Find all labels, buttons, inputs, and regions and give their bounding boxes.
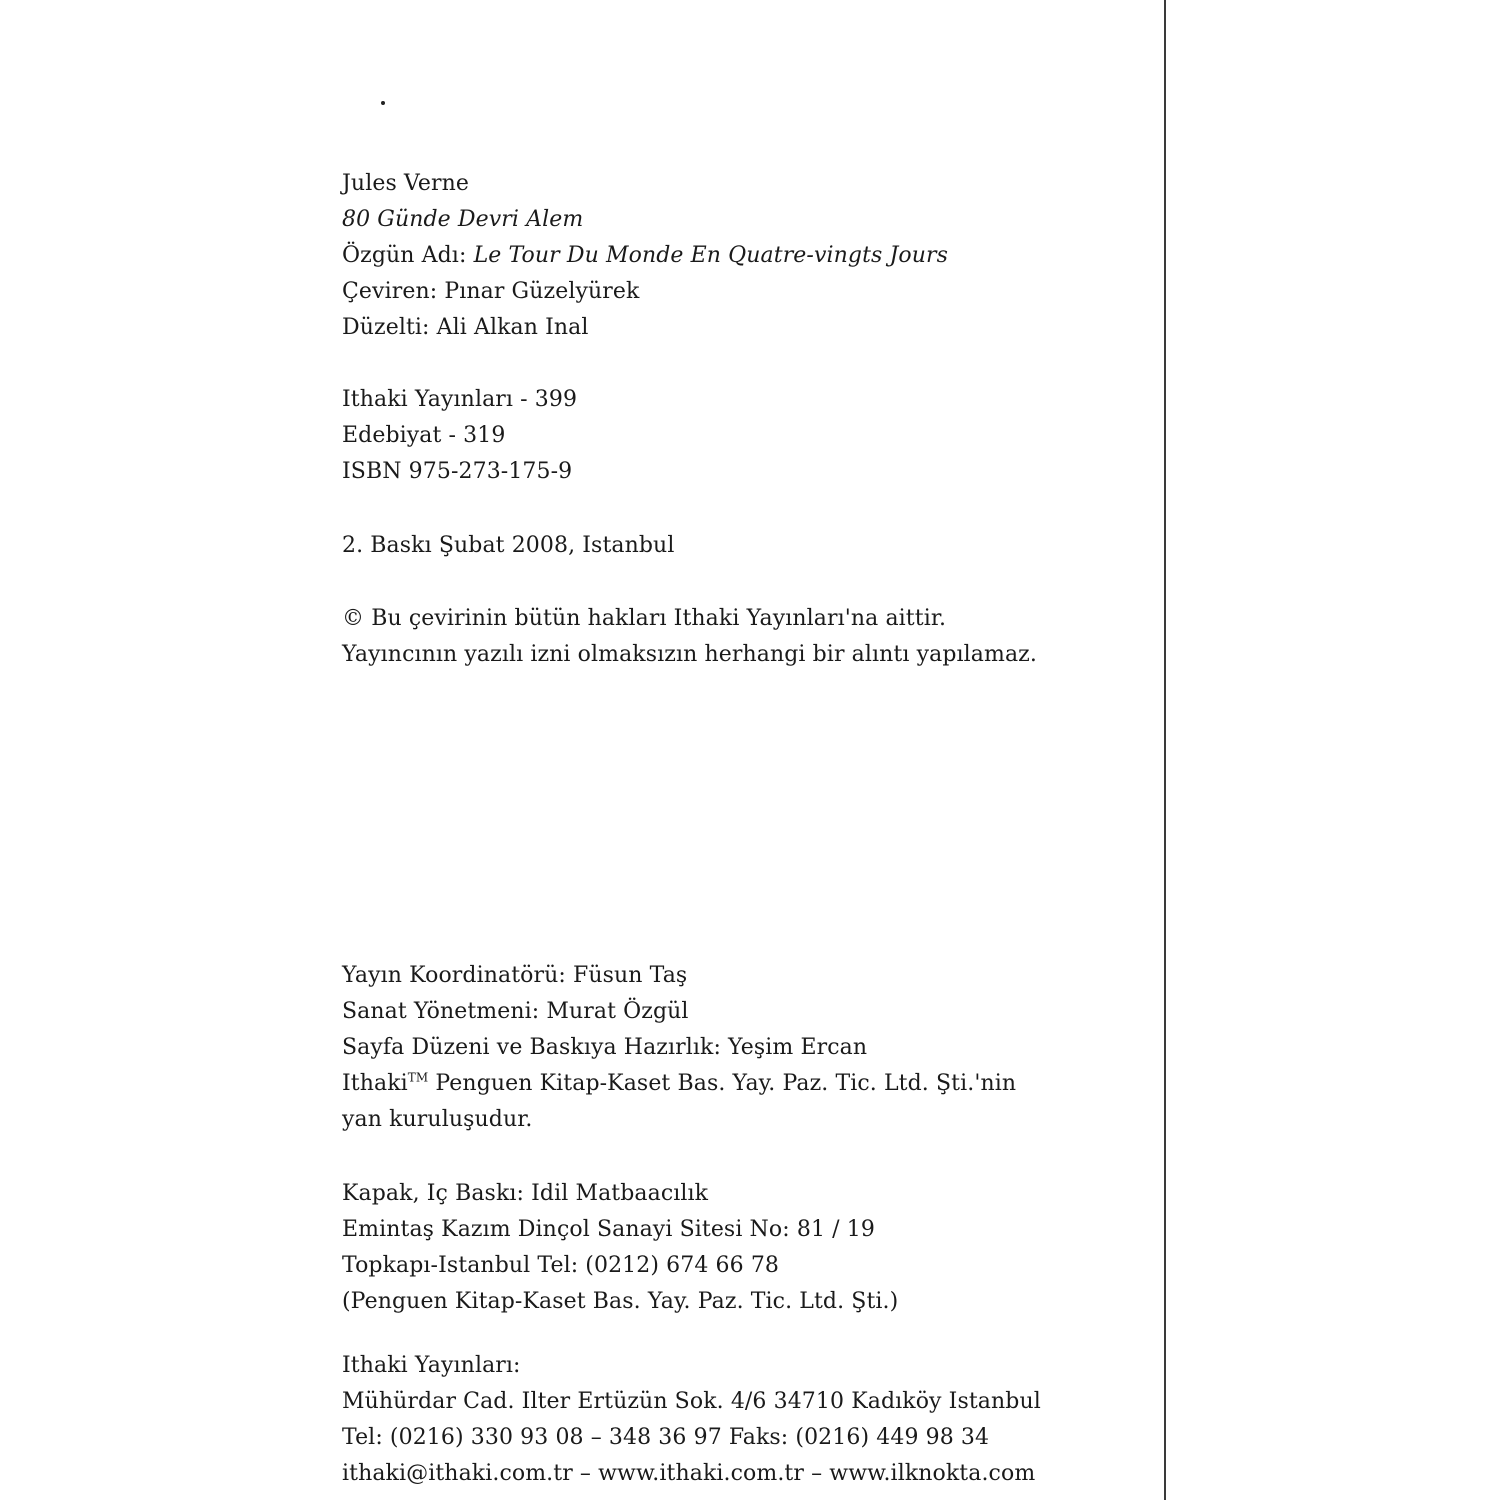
coordinator-line: Yayın Koordinatörü: Füsun Taş [342, 963, 688, 988]
affiliation-line-2: yan kuruluşudur. [342, 1107, 533, 1132]
printer-line: Kapak, Iç Baskı: Idil Matbaacılık [342, 1181, 709, 1206]
publisher-series-line: Ithaki Yayınları - 399 [342, 387, 578, 412]
scan-speck [381, 101, 385, 105]
rights-block [342, 601, 1037, 673]
affiliation-brand: Ithaki [342, 1071, 408, 1096]
printer-phone-line: Topkapı-Istanbul Tel: (0212) 674 66 78 [342, 1253, 780, 1278]
original-title: Le Tour Du Monde En Quatre-vingts Jours [473, 243, 949, 268]
original-title-label: Özgün Adı: [342, 243, 467, 268]
printer-block [342, 1176, 898, 1320]
layout-line: Sayfa Düzeni ve Baskıya Hazırlık: Yeşim Ercan [342, 1035, 868, 1060]
publisher-phone-line: Tel: (0216) 330 93 08 – 348 36 97 Faks: (0216) 449 98 34 [342, 1425, 990, 1450]
publisher-address-line: Mühürdar Cad. Ilter Ertüzün Sok. 4/6 34710 Kadıköy Istanbul [342, 1389, 1041, 1414]
edition-line: 2. Baskı Şubat 2008, Istanbul [342, 533, 675, 558]
publisher-web-line: ithaki@ithaki.com.tr – www.ithaki.com.tr – www.ilknokta.com [342, 1461, 1036, 1486]
trademark-mark: TM [407, 1070, 429, 1085]
author-line: Jules Verne [342, 171, 470, 196]
publisher-block [342, 1348, 1041, 1492]
printer-address-line: Emintaş Kazım Dinçol Sanayi Sitesi No: 81 / 19 [342, 1217, 875, 1242]
series-block [342, 382, 577, 490]
printer-company-line: (Penguen Kitap-Kaset Bas. Yay. Paz. Tic. Ltd. Şti.) [342, 1289, 899, 1314]
art-director-line: Sanat Yönetmeni: Murat Özgül [342, 999, 689, 1024]
reproduction-notice-line: Yayıncının yazılı izni olmaksızın herhangi bir alıntı yapılamaz. [342, 642, 1037, 667]
staff-block [342, 958, 1016, 1138]
editor-line: Düzelti: Ali Alkan Inal [342, 315, 589, 340]
copyright-line: © Bu çevirinin bütün hakları Ithaki Yayınları'na aittir. [342, 606, 947, 631]
book-title: 80 Günde Devri Alem [342, 207, 584, 232]
genre-series-line: Edebiyat - 319 [342, 423, 506, 448]
credits-block [342, 166, 948, 346]
page-edge-line [1164, 0, 1166, 1500]
affiliation-line [342, 1066, 1016, 1102]
affiliation-text: Penguen Kitap-Kaset Bas. Yay. Paz. Tic. Ltd. Şti.'nin [428, 1071, 1017, 1096]
original-title-line [342, 238, 948, 274]
publisher-name-line: Ithaki Yayınları: [342, 1353, 521, 1378]
isbn-line: ISBN 975-273-175-9 [342, 459, 573, 484]
translator-line: Çeviren: Pınar Güzelyürek [342, 279, 640, 304]
edition-block [342, 528, 674, 564]
